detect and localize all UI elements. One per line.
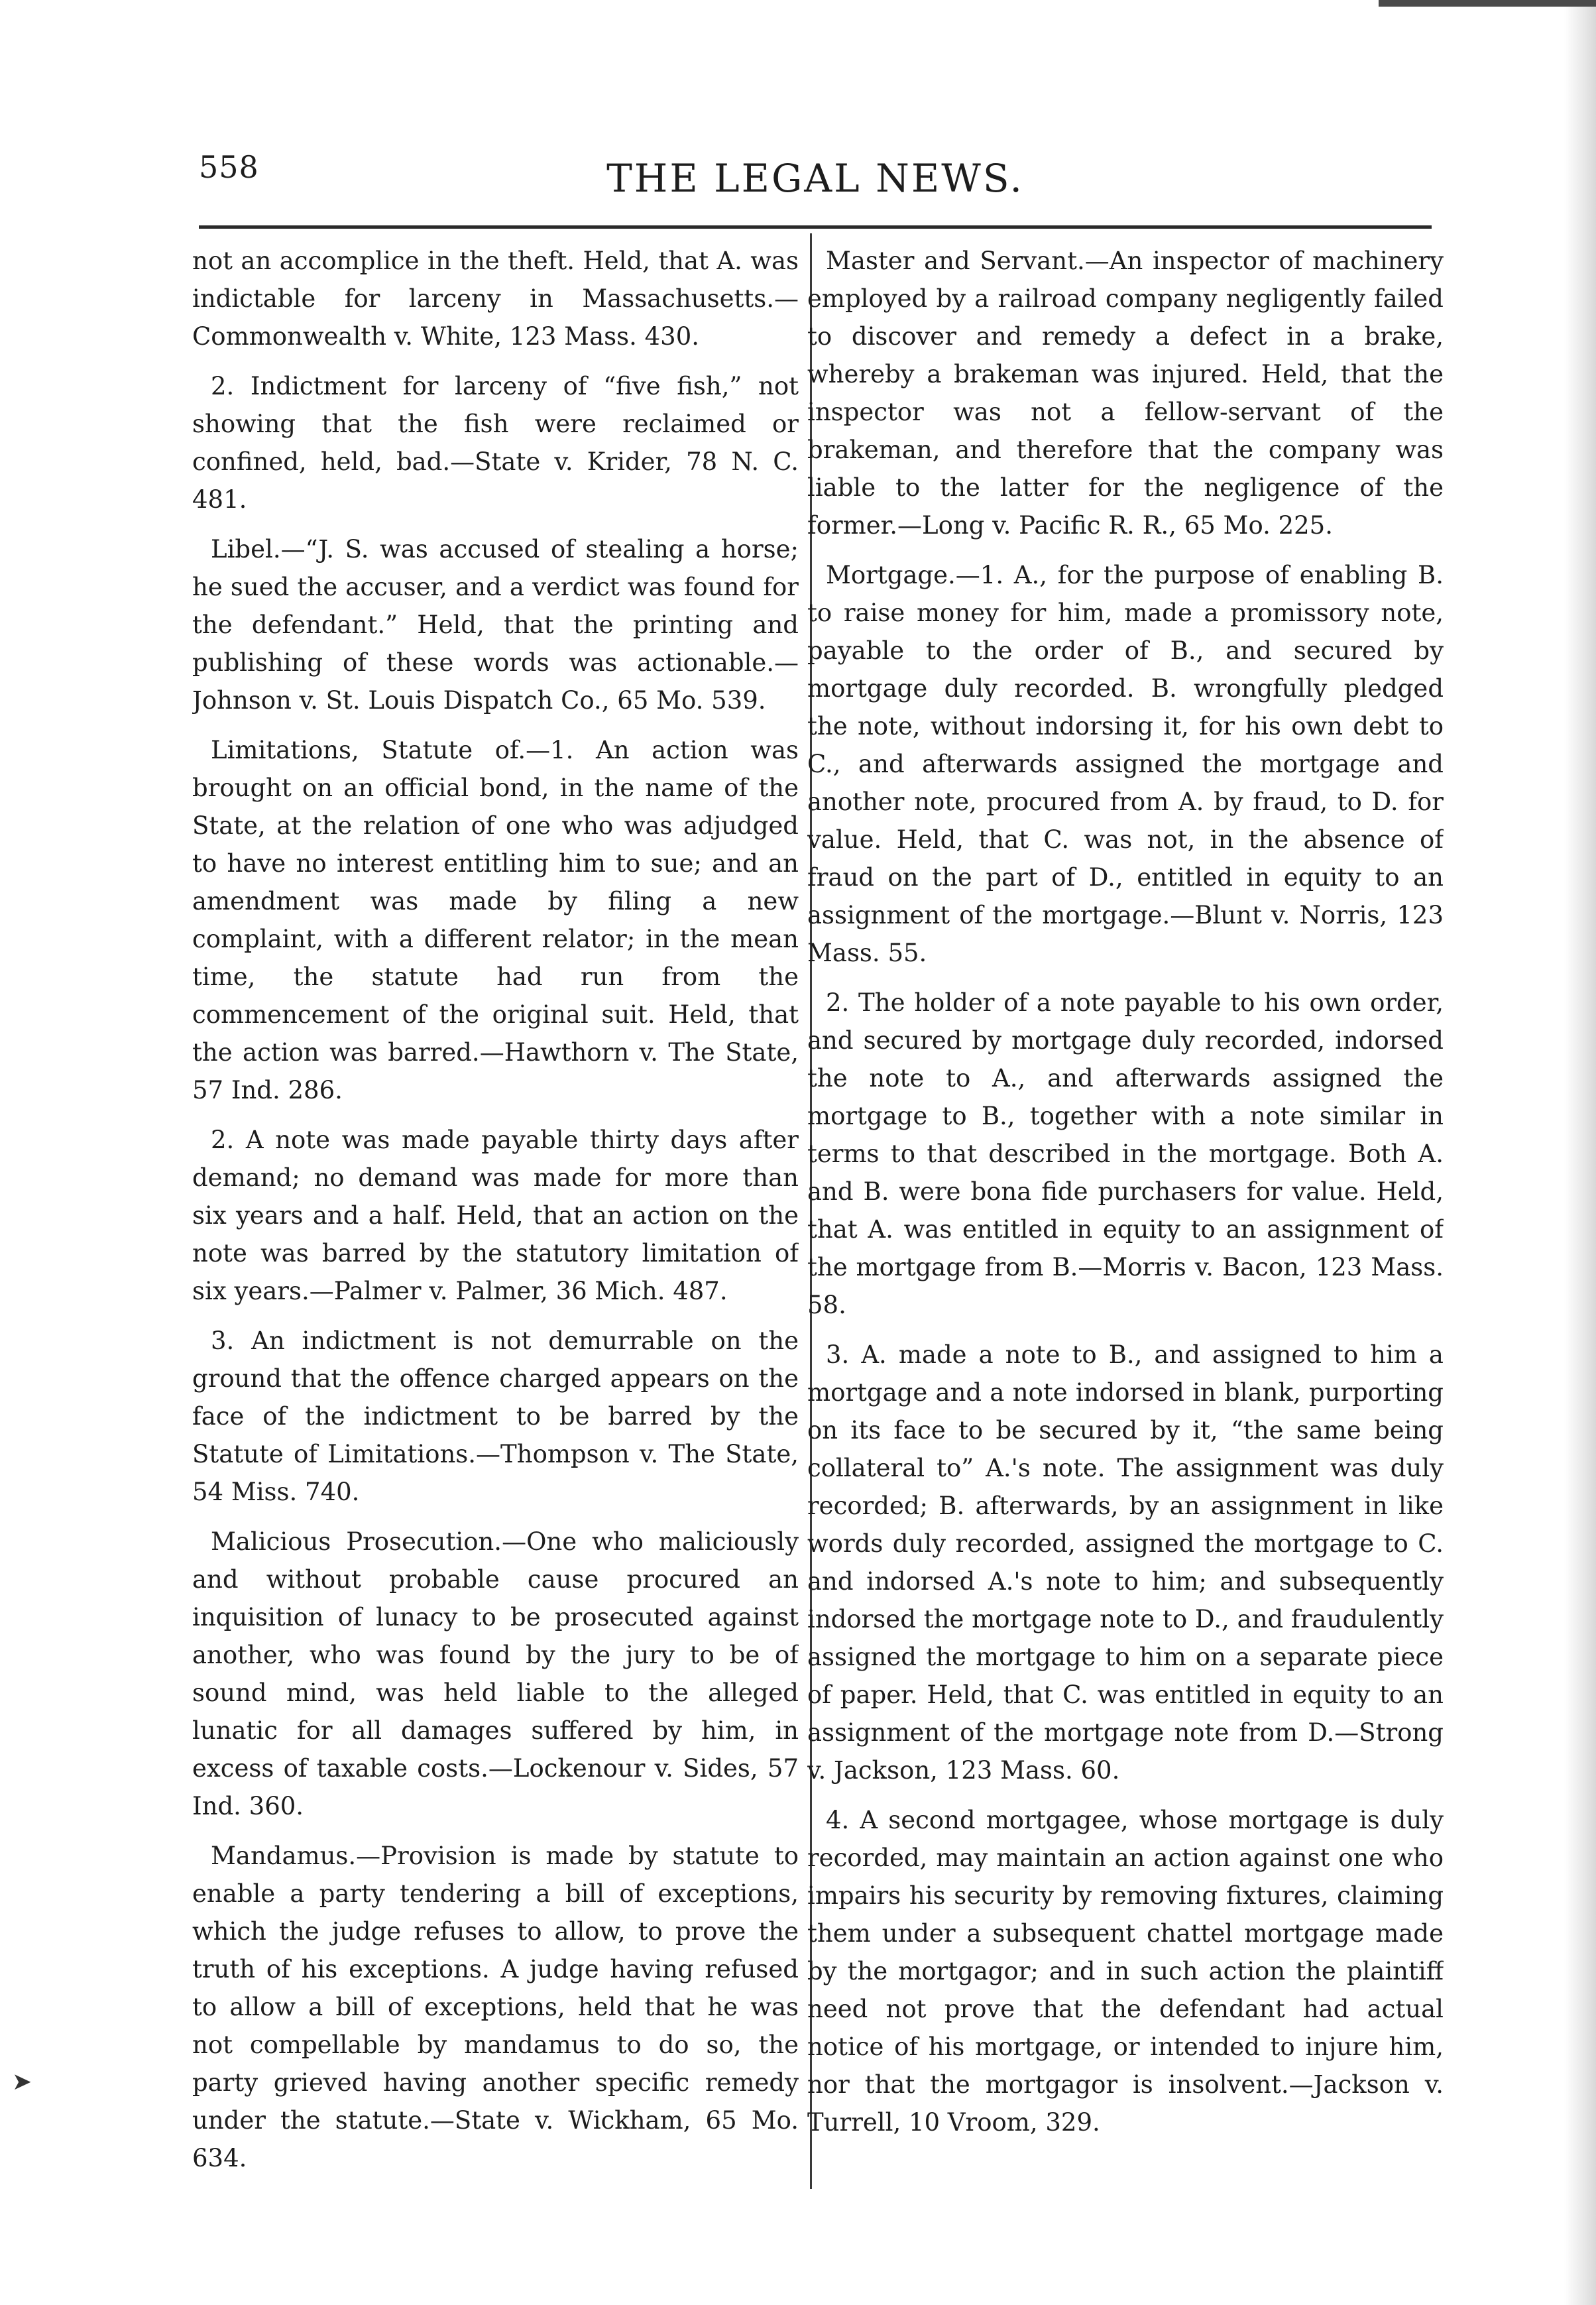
paragraph: Limitations, Statute of.—1. An action was brought on an official bond, in the name of the State, at the relation of one who was adjudged to have no interest entitling him to sue; and an amendment was made by filing a new complaint, with a different relator; in the mean time, the statute had run from the commencement of the original suit. Held, that the action was barred.—Hawthorn v. The State, 57 Ind. 286. <box>192 736 799 1104</box>
paragraph: Malicious Prosecution.—One who maliciously and without probable cause procured an inquisition of lunacy to be prosecuted against another, who was found by the jury to be of sound mind, was held liable to the alleged lunatic for all damages suffered by him, in excess of taxable costs.—Lockenour v. Sides, 57 Ind. 360. <box>192 1527 799 1820</box>
paragraph: not an accomplice in the theft. Held, that A. was indictable for larceny in Massachusetts.—Commonwealth v. White, 123 Mass. 430. <box>192 247 799 351</box>
paragraph: Libel.—“J. S. was accused of stealing a horse; he sued the accuser, and a verdict was found for the defendant.” Held, that the printing and publishing of these words was actionable.—Johnson v. St. Louis Dispatch Co., 65 Mo. 539. <box>192 535 799 715</box>
left-column <box>192 242 799 2204</box>
right-column <box>807 242 1444 2204</box>
scan-mark <box>1379 0 1596 7</box>
paragraph: Master and Servant.—An inspector of machinery employed by a railroad company negligently failed to discover and remedy a defect in a brake, whereby a brakeman was injured. Held, that the inspector was not a fellow-servant of the brakeman, and therefore that the company was liable to the latter for the negligence of the former.—Long v. Pacific R. R., 65 Mo. 225. <box>807 247 1444 540</box>
page-edge <box>1564 0 1596 2305</box>
header-rule <box>199 225 1432 229</box>
paragraph: Mandamus.—Provision is made by statute to enable a party tendering a bill of exceptions, which the judge refuses to allow, to prove the truth of his exceptions. A judge having refused to allow a bill of exceptions, held that he was not compellable by mandamus to do so, the party grieved having another specific remedy under the statute.—State v. Wickham, 65 Mo. 634. <box>192 1842 799 2172</box>
paragraph: 2. The holder of a note payable to his own order, and secured by mortgage duly recorded, indorsed the note to A., and afterwards assigned the mortgage to B., together with a note similar in terms to that described in the mortgage. Both A. and B. were bona fide purchasers for value. Held, that A. was entitled in equity to an assignment of the mortgage from B.—Morris v. Bacon, 123 Mass. 58. <box>807 988 1444 1319</box>
paragraph: 2. A note was made payable thirty days after demand; no demand was made for more than six years and a half. Held, that an action on the note was barred by the statutory limitation of six years.—Palmer v. Palmer, 36 Mich. 487. <box>192 1126 799 1305</box>
paragraph: 3. A. made a note to B., and assigned to him a mortgage and a note indorsed in blank, purporting on its face to be secured by it, “the same being collateral to” A.'s note. The assignment was duly recorded; B. afterwards, by an assignment in like words duly recorded, assigned the mortgage to C. and indorsed A.'s note to him; and subsequently indorsed the mortgage note to D., and fraudulently assigned the mortgage to him on a separate piece of paper. Held, that C. was entitled in equity to an assignment of the mortgage note from D.—Strong v. Jackson, 123 Mass. 60. <box>807 1340 1444 1785</box>
paragraph: Mortgage.—1. A., for the purpose of enabling B. to raise money for him, made a promissory note, payable to the order of B., and secured by mortgage duly recorded. B. wrongfully pledged the note, without indorsing it, for his own debt to C., and afterwards assigned the mortgage and another note, procured from A. by fraud, to D. for value. Held, that C. was not, in the absence of fraud on the part of D., entitled in equity to an assignment of the mortgage.—Blunt v. Norris, 123 Mass. 55. <box>807 561 1444 967</box>
paragraph: 4. A second mortgagee, whose mortgage is duly recorded, may maintain an action against one who impairs his security by removing fixtures, claiming them under a subsequent chattel mortgage made by the mortgagor; and in such action the plaintiff need not prove that the defendant had actual notice of his mortgage, or intended to injure him, nor that the mortgagor is insolvent.—Jackson v. Turrell, 10 Vroom, 329. <box>807 1806 1444 2137</box>
page-number: 558 <box>199 149 259 185</box>
paragraph: 3. An indictment is not demurrable on the ground that the offence charged appears on the face of the indictment to be barred by the Statute of Limitations.—Thompson v. The State, 54 Miss. 740. <box>192 1327 799 1506</box>
margin-arrow-mark: ➤ <box>12 2068 32 2096</box>
page-header <box>199 143 1432 202</box>
paragraph: 2. Indictment for larceny of “five fish,” not showing that the fish were reclaimed or confined, held, bad.—State v. Krider, 78 N. C. 481. <box>192 372 799 514</box>
journal-title: THE LEGAL NEWS. <box>606 156 1024 201</box>
